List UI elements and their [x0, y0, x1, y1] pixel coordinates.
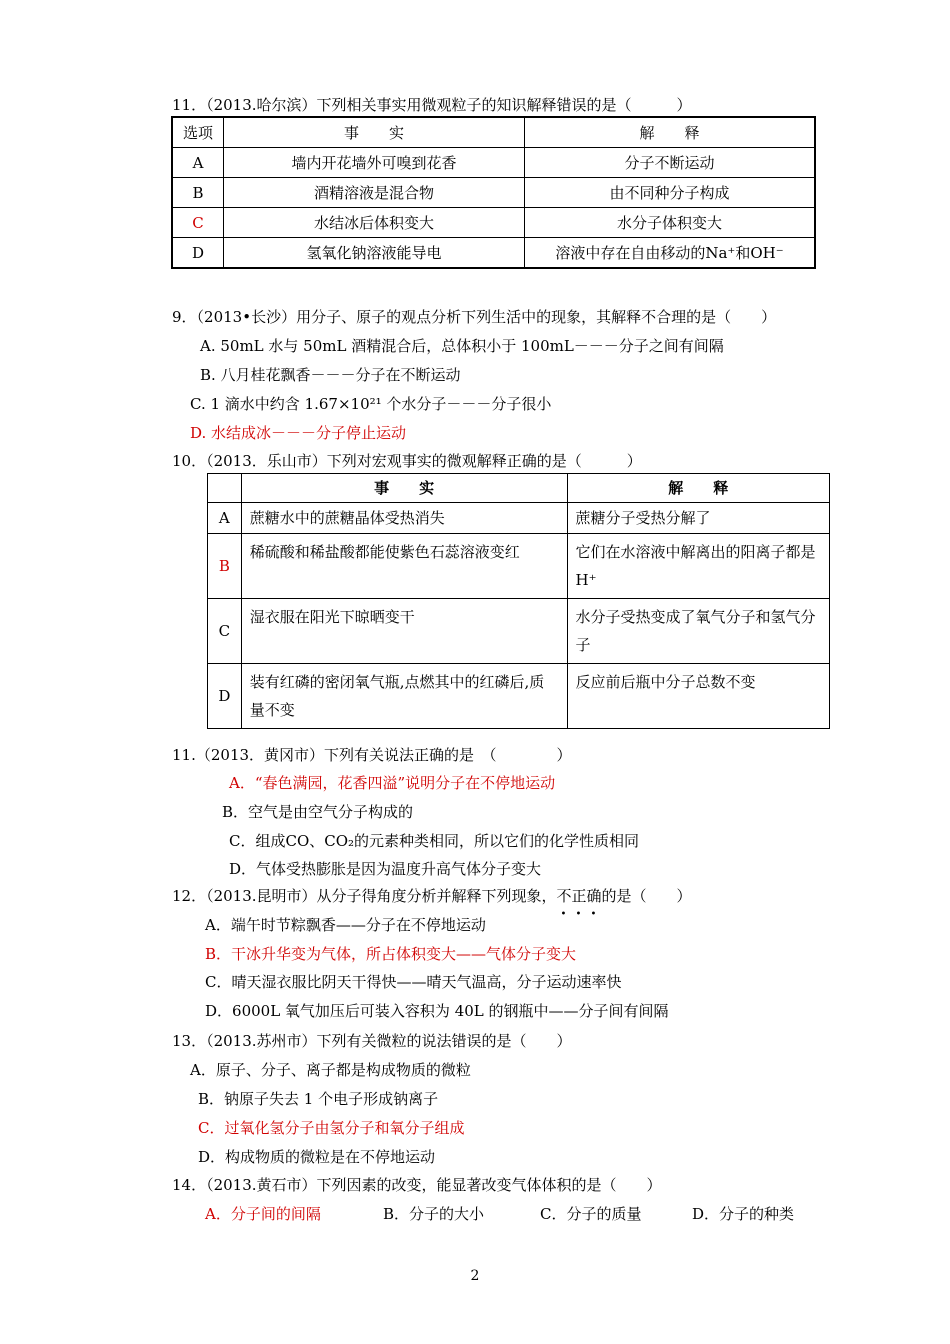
- table-row: [172, 208, 815, 238]
- question-14-option-a-answer: A．分子间的间隔: [205, 1205, 321, 1223]
- question-13-stem: 13．（2013.苏州市）下列有关微粒的说法错误的是（ ）: [172, 1032, 572, 1050]
- table-row: [208, 599, 830, 664]
- question-9-option-b: B. 八月桂花飘香－－－分子在不断运动: [200, 366, 461, 384]
- question-9-option-c: C. 1 滴水中约含 1.67×10²¹ 个水分子－－－分子很小: [190, 395, 552, 413]
- header-option: 选项: [172, 117, 224, 148]
- table-row: [208, 534, 830, 599]
- question-14-stem: 14．（2013.黄石市）下列因素的改变，能显著改变气体体积的是（ ）: [172, 1176, 662, 1194]
- row-explanation: 由不同种分子构成: [525, 178, 816, 208]
- row-fact: 水结冰后体积变大: [224, 208, 525, 238]
- table-row: [172, 238, 815, 269]
- emphasis-text: 不正确: [556, 887, 602, 905]
- question-9-option-a: A. 50mL 水与 50mL 酒精混合后，总体积小于 100mL－－－分子之间有间隔: [200, 337, 724, 355]
- question-12-stem: [172, 886, 692, 920]
- question-13-option-c-answer: C．过氧化氢分子由氢分子和氧分子组成: [198, 1119, 465, 1137]
- question-12-option-c: C．晴天湿衣服比阴天干得快——晴天气温高，分子运动速率快: [205, 973, 622, 991]
- question-9-stem: 9．（2013•长沙）用分子、原子的观点分析下列生活中的现象，其解释不合理的是（ ）: [172, 308, 777, 326]
- row-explanation: 它们在水溶液中解离出的阳离子都是 H⁺: [567, 534, 830, 599]
- header-fact: 事 实: [241, 474, 567, 503]
- row-option: B: [172, 178, 224, 208]
- emphasis-dot: •: [590, 909, 597, 920]
- row-option: A: [172, 148, 224, 178]
- row-fact: 墙内开花墙外可嗅到花香: [224, 148, 525, 178]
- question-12-option-a: A．端午时节粽飘香——分子在不停地运动: [205, 916, 486, 934]
- page-number: 2: [470, 1268, 480, 1284]
- question-14-option-b: B．分子的大小: [383, 1205, 485, 1223]
- question-11-huanggang-stem: 11.（2013．黄冈市）下列有关说法正确的是 （ ）: [172, 746, 572, 764]
- table-row: [172, 178, 815, 208]
- question-12-stem-part-a: 12．（2013.昆明市）从分子得角度分析并解释下列现象，: [172, 887, 557, 905]
- question-11-harbin-stem: 11．（2013.哈尔滨）下列相关事实用微观粒子的知识解释错误的是（ ）: [172, 96, 692, 114]
- table-row: [208, 503, 830, 534]
- emphasis-not-correct: [556, 887, 602, 920]
- question-14-option-c: C．分子的质量: [540, 1205, 642, 1223]
- question-12-stem-part-c: 的是（ ）: [601, 887, 692, 905]
- row-fact: 酒精溶液是混合物: [224, 178, 525, 208]
- row-fact: 蔗糖水中的蔗糖晶体受热消失: [241, 503, 567, 534]
- table-row: [208, 664, 830, 729]
- question-11-option-d: D．气体受热膨胀是因为温度升高气体分子变大: [229, 860, 542, 878]
- table-header-row: [208, 474, 830, 503]
- emphasis-dot: •: [575, 909, 582, 920]
- table-row: [172, 148, 815, 178]
- row-option: C: [208, 599, 242, 664]
- row-option-answer: B: [208, 534, 242, 599]
- row-explanation: 蔗糖分子受热分解了: [567, 503, 830, 534]
- emphasis-dot: •: [560, 909, 567, 920]
- row-explanation: 水分子受热变成了氧气分子和氢气分子: [567, 599, 830, 664]
- row-fact: 稀硫酸和稀盐酸都能使紫色石蕊溶液变红: [241, 534, 567, 599]
- header-explanation: 解 释: [525, 117, 816, 148]
- row-option: A: [208, 503, 242, 534]
- question-11-harbin-table: [171, 116, 816, 269]
- question-10-table: [207, 473, 830, 729]
- row-explanation: 分子不断运动: [525, 148, 816, 178]
- row-option: D: [172, 238, 224, 269]
- row-explanation: 水分子体积变大: [525, 208, 816, 238]
- question-13-option-b: B．钠原子失去 1 个电子形成钠离子: [198, 1090, 439, 1108]
- question-13-option-a: A．原子、分子、离子都是构成物质的微粒: [190, 1061, 471, 1079]
- row-explanation: 溶液中存在自由移动的Na⁺和OH⁻: [525, 238, 816, 269]
- header-option: [208, 474, 242, 503]
- question-9-option-d-answer: D. 水结成冰－－－分子停止运动: [190, 424, 407, 442]
- question-11-option-b: B．空气是由空气分子构成的: [222, 803, 414, 821]
- question-14-option-d: D．分子的种类: [692, 1205, 795, 1223]
- row-explanation: 反应前后瓶中分子总数不变: [567, 664, 830, 729]
- row-option-answer: C: [172, 208, 224, 238]
- question-12-option-d: D．6000L 氧气加压后可装入容积为 40L 的钢瓶中——分子间有间隔: [205, 1002, 669, 1020]
- table-header-row: [172, 117, 815, 148]
- question-13-option-d: D．构成物质的微粒是在不停地运动: [198, 1148, 436, 1166]
- question-11-option-c: C．组成CO、CO₂的元素种类相同，所以它们的化学性质相同: [229, 832, 640, 850]
- header-explanation: 解 释: [567, 474, 830, 503]
- row-fact: 装有红磷的密闭氧气瓶,点燃其中的红磷后,质量不变: [241, 664, 567, 729]
- row-fact: 氢氧化钠溶液能导电: [224, 238, 525, 269]
- row-fact: 湿衣服在阳光下晾晒变干: [241, 599, 567, 664]
- question-11-option-a-answer: A．“春色满园，花香四溢”说明分子在不停地运动: [229, 774, 556, 792]
- question-10-stem: 10．（2013．乐山市）下列对宏观事实的微观解释正确的是（ ）: [172, 452, 642, 470]
- row-option: D: [208, 664, 242, 729]
- question-12-option-b-answer: B．干冰升华变为气体，所占体积变大——气体分子变大: [205, 945, 577, 963]
- header-fact: 事 实: [224, 117, 525, 148]
